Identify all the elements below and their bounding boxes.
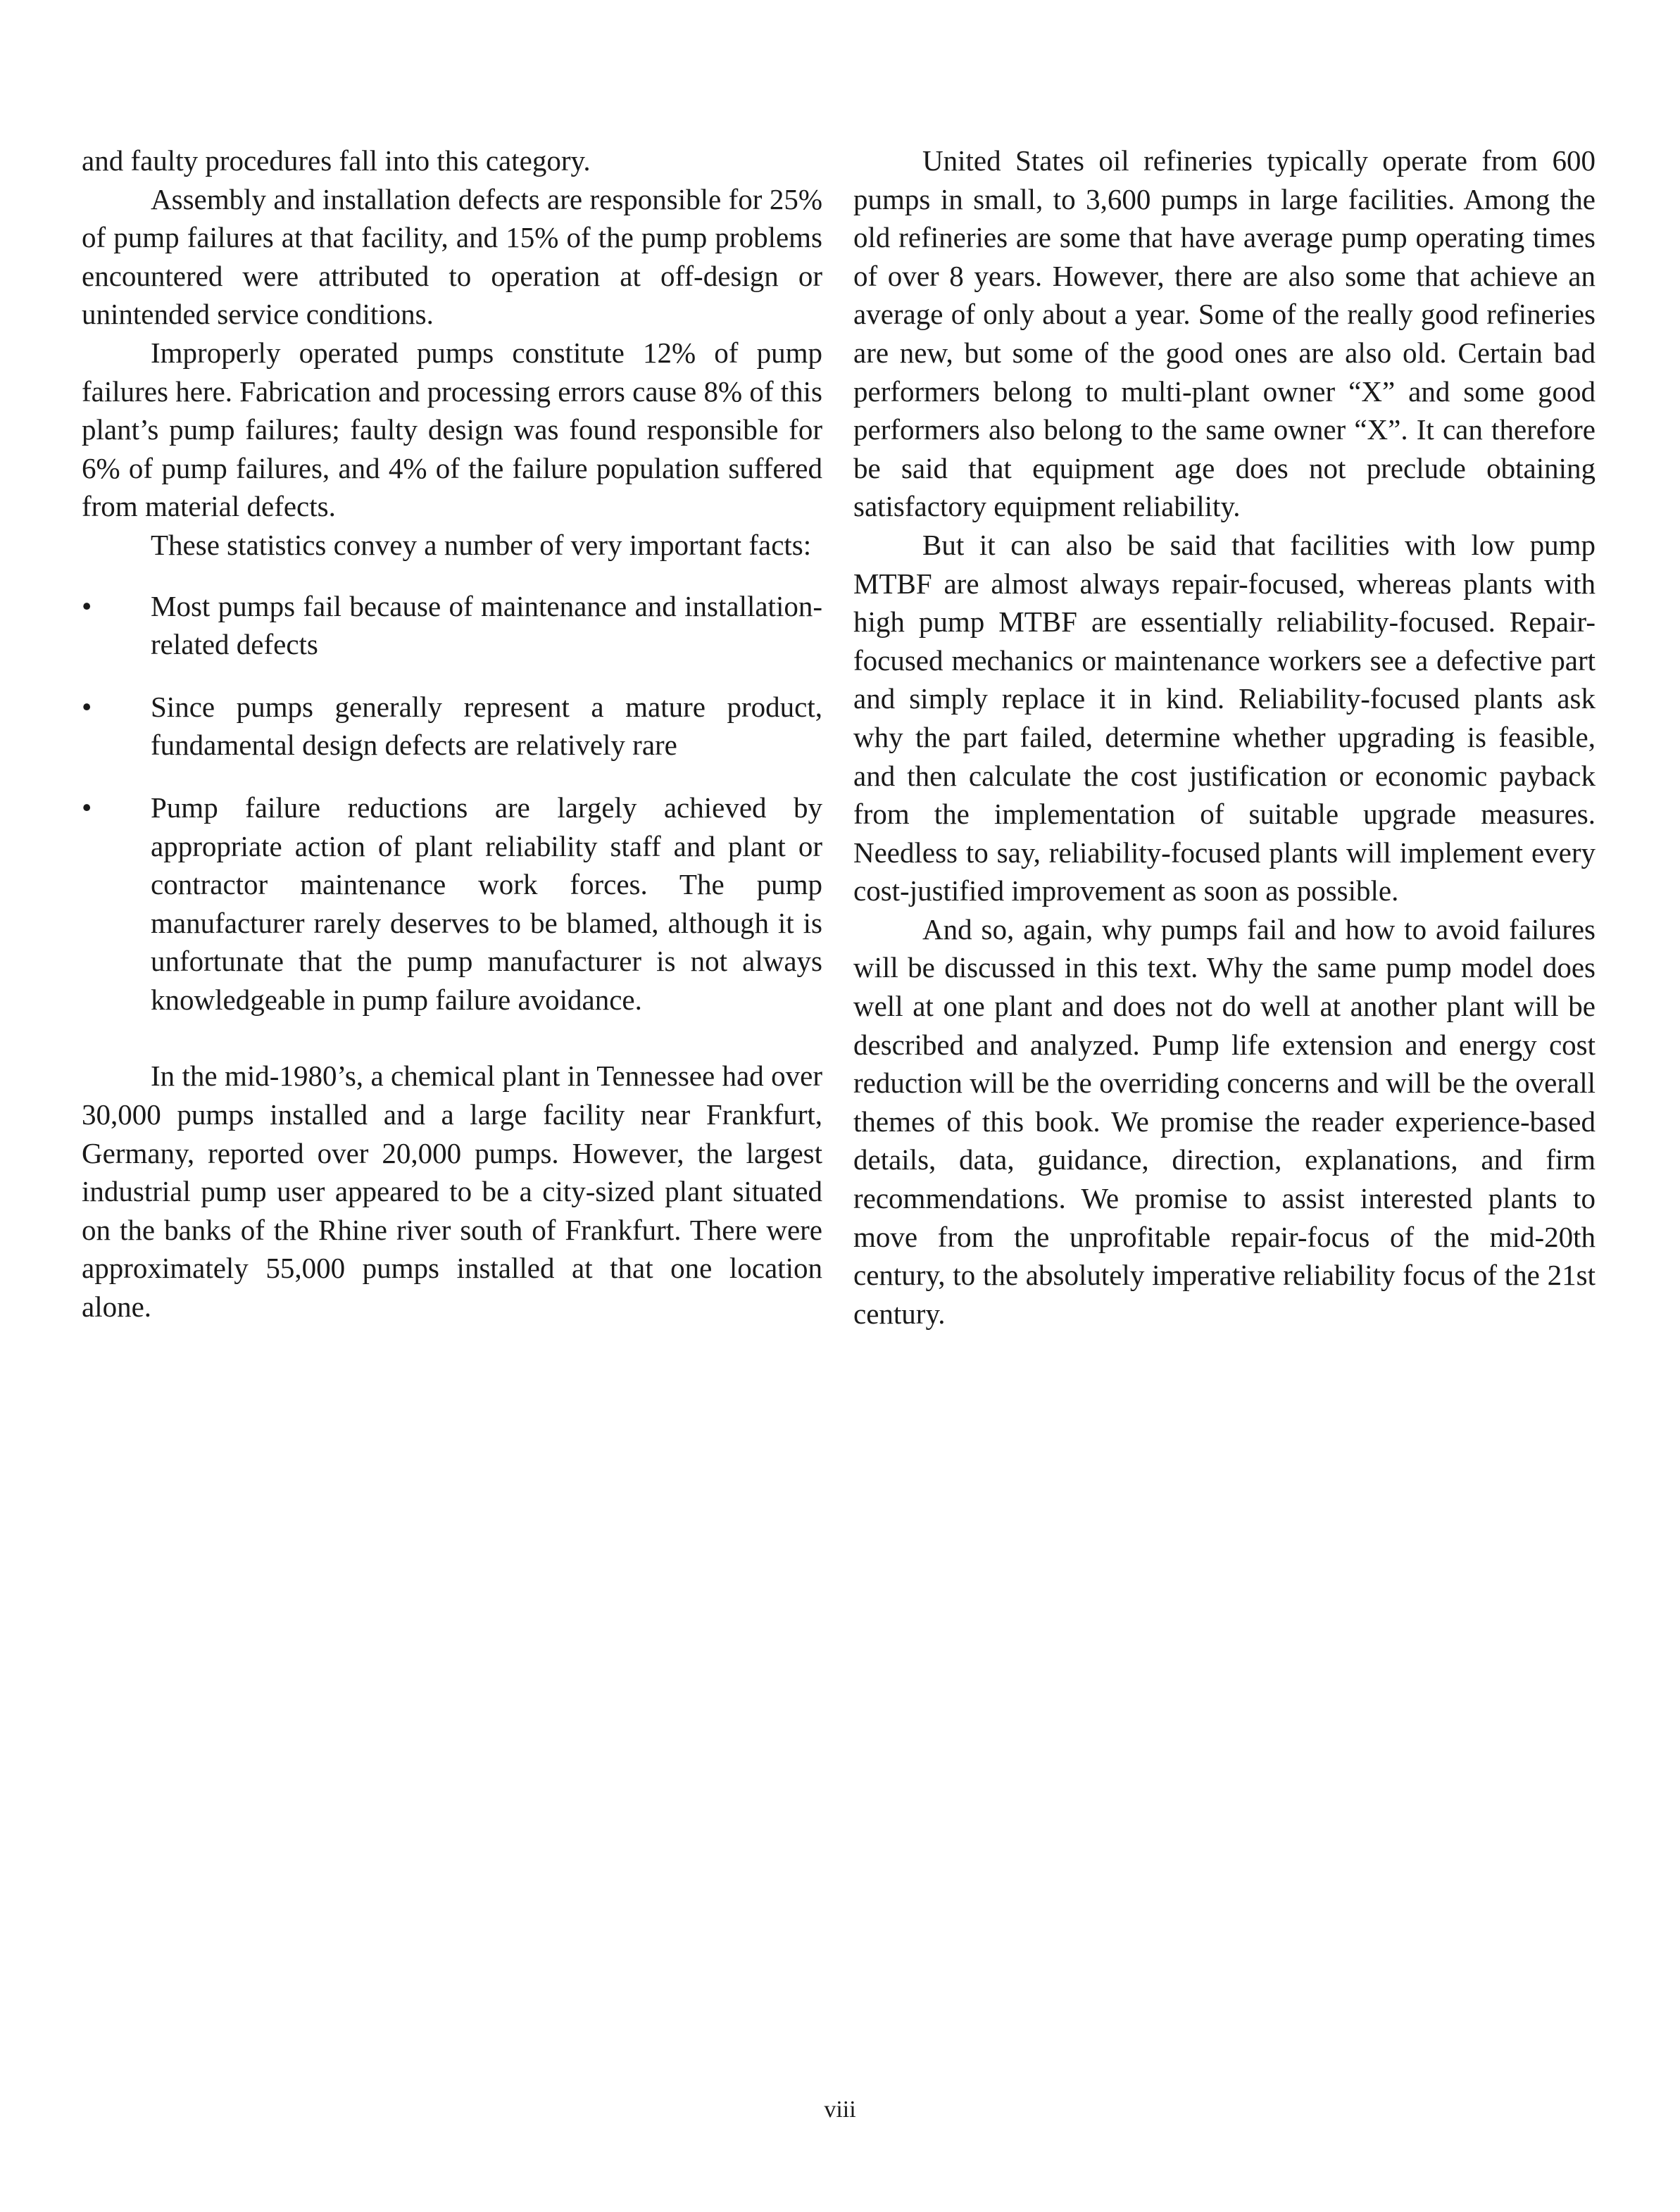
bullet-text: Since pumps generally represent a mature product, fundamental design defects are relatively rare xyxy=(151,690,822,762)
paragraph: These statistics convey a number of very important facts: xyxy=(151,528,812,561)
paragraph: and faulty procedures fall into this category. xyxy=(82,144,591,177)
bullet-item xyxy=(82,587,822,664)
page-number: viii xyxy=(824,2097,856,2123)
bullet-icon: • xyxy=(82,690,92,723)
bullet-list xyxy=(82,587,822,1019)
paragraph: Assembly and installation defects are responsible for 25% of pump failures at that facility, and 15% of the pump problems encountered were attributed to operation at off-design or unintended service conditions. xyxy=(82,182,822,331)
paragraph: But it can also be said that facilities with low pump MTBF are almost always repair-focused, whereas plants with high pump MTBF are essentially reliability-focused. Repair-focused mechanics or maintenance workers see a defective part and simply replace it in kind. Reliability-focused plants ask why the part failed, determine whether upgrading is feasible, and then calculate the cost justification or economic payback from the implementation of suitable upgrade measures. Needless to say, reliability-focused plants will implement every cost-justified improvement as soon as possible. xyxy=(853,528,1596,907)
bullet-item xyxy=(82,788,822,1019)
paragraph: And so, again, why pumps fail and how to avoid failures will be discussed in this text. Why the same pump model does well at one plant and does not do well at another plant will be described and analyzed. Pump life extension and energy cost reduction will be the overriding concerns and will be the overall themes of this book. We promise the reader experience-based details, data, guidance, direction, explanations, and firm recommendations. We promise to assist interested plants to move from the unprofitable repair-focus of the mid-20th century, to the absolutely imperative reliability focus of the 21st century. xyxy=(853,912,1596,1330)
bullet-item xyxy=(82,688,822,765)
paragraph: In the mid-1980’s, a chemical plant in Tennessee had over 30,000 pumps installed and a large facility near Frankfurt, Germany, reported over 20,000 pumps. However, the largest industrial pump user appeared to be a city-sized plant situated on the banks of the Rhine river south of Frankfurt. There were approximately 55,000 pumps installed at that one location alone. xyxy=(82,1060,822,1324)
bullet-icon: • xyxy=(82,791,92,824)
right-column xyxy=(853,142,1596,1333)
left-column xyxy=(82,142,822,1326)
bullet-text: Pump failure reductions are largely achieved by appropriate action of plant reliability staff and plant or contractor maintenance work forces. The pump manufacturer rarely deserves to be blamed, although it is unfortunate that the pump manufacturer is not always knowledgeable in pump failure avoidance. xyxy=(151,791,822,1016)
paragraph: Improperly operated pumps constitute 12% of pump failures here. Fabrication and processing errors cause 8% of this plant’s pump failures; faulty design was found responsible for 6% of pump failures, and 4% of the failure population suffered from material defects. xyxy=(82,336,822,523)
bullet-icon: • xyxy=(82,589,92,622)
paragraph: United States oil refineries typically operate from 600 pumps in small, to 3,600 pumps in large facilities. Among the old refineries are some that have average pump operating times of over 8 years. However, there are also some that achieve an average of only about a year. Some of the really good refineries are new, but some of the good ones are also old. Certain bad performers belong to multi-plant owner “X” and some good performers also belong to the same owner “X”. It can therefore be said that equipment age does not preclude obtaining satisfactory equipment reliability. xyxy=(853,144,1596,523)
bullet-text: Most pumps fail because of maintenance and installation-related defects xyxy=(151,589,822,661)
